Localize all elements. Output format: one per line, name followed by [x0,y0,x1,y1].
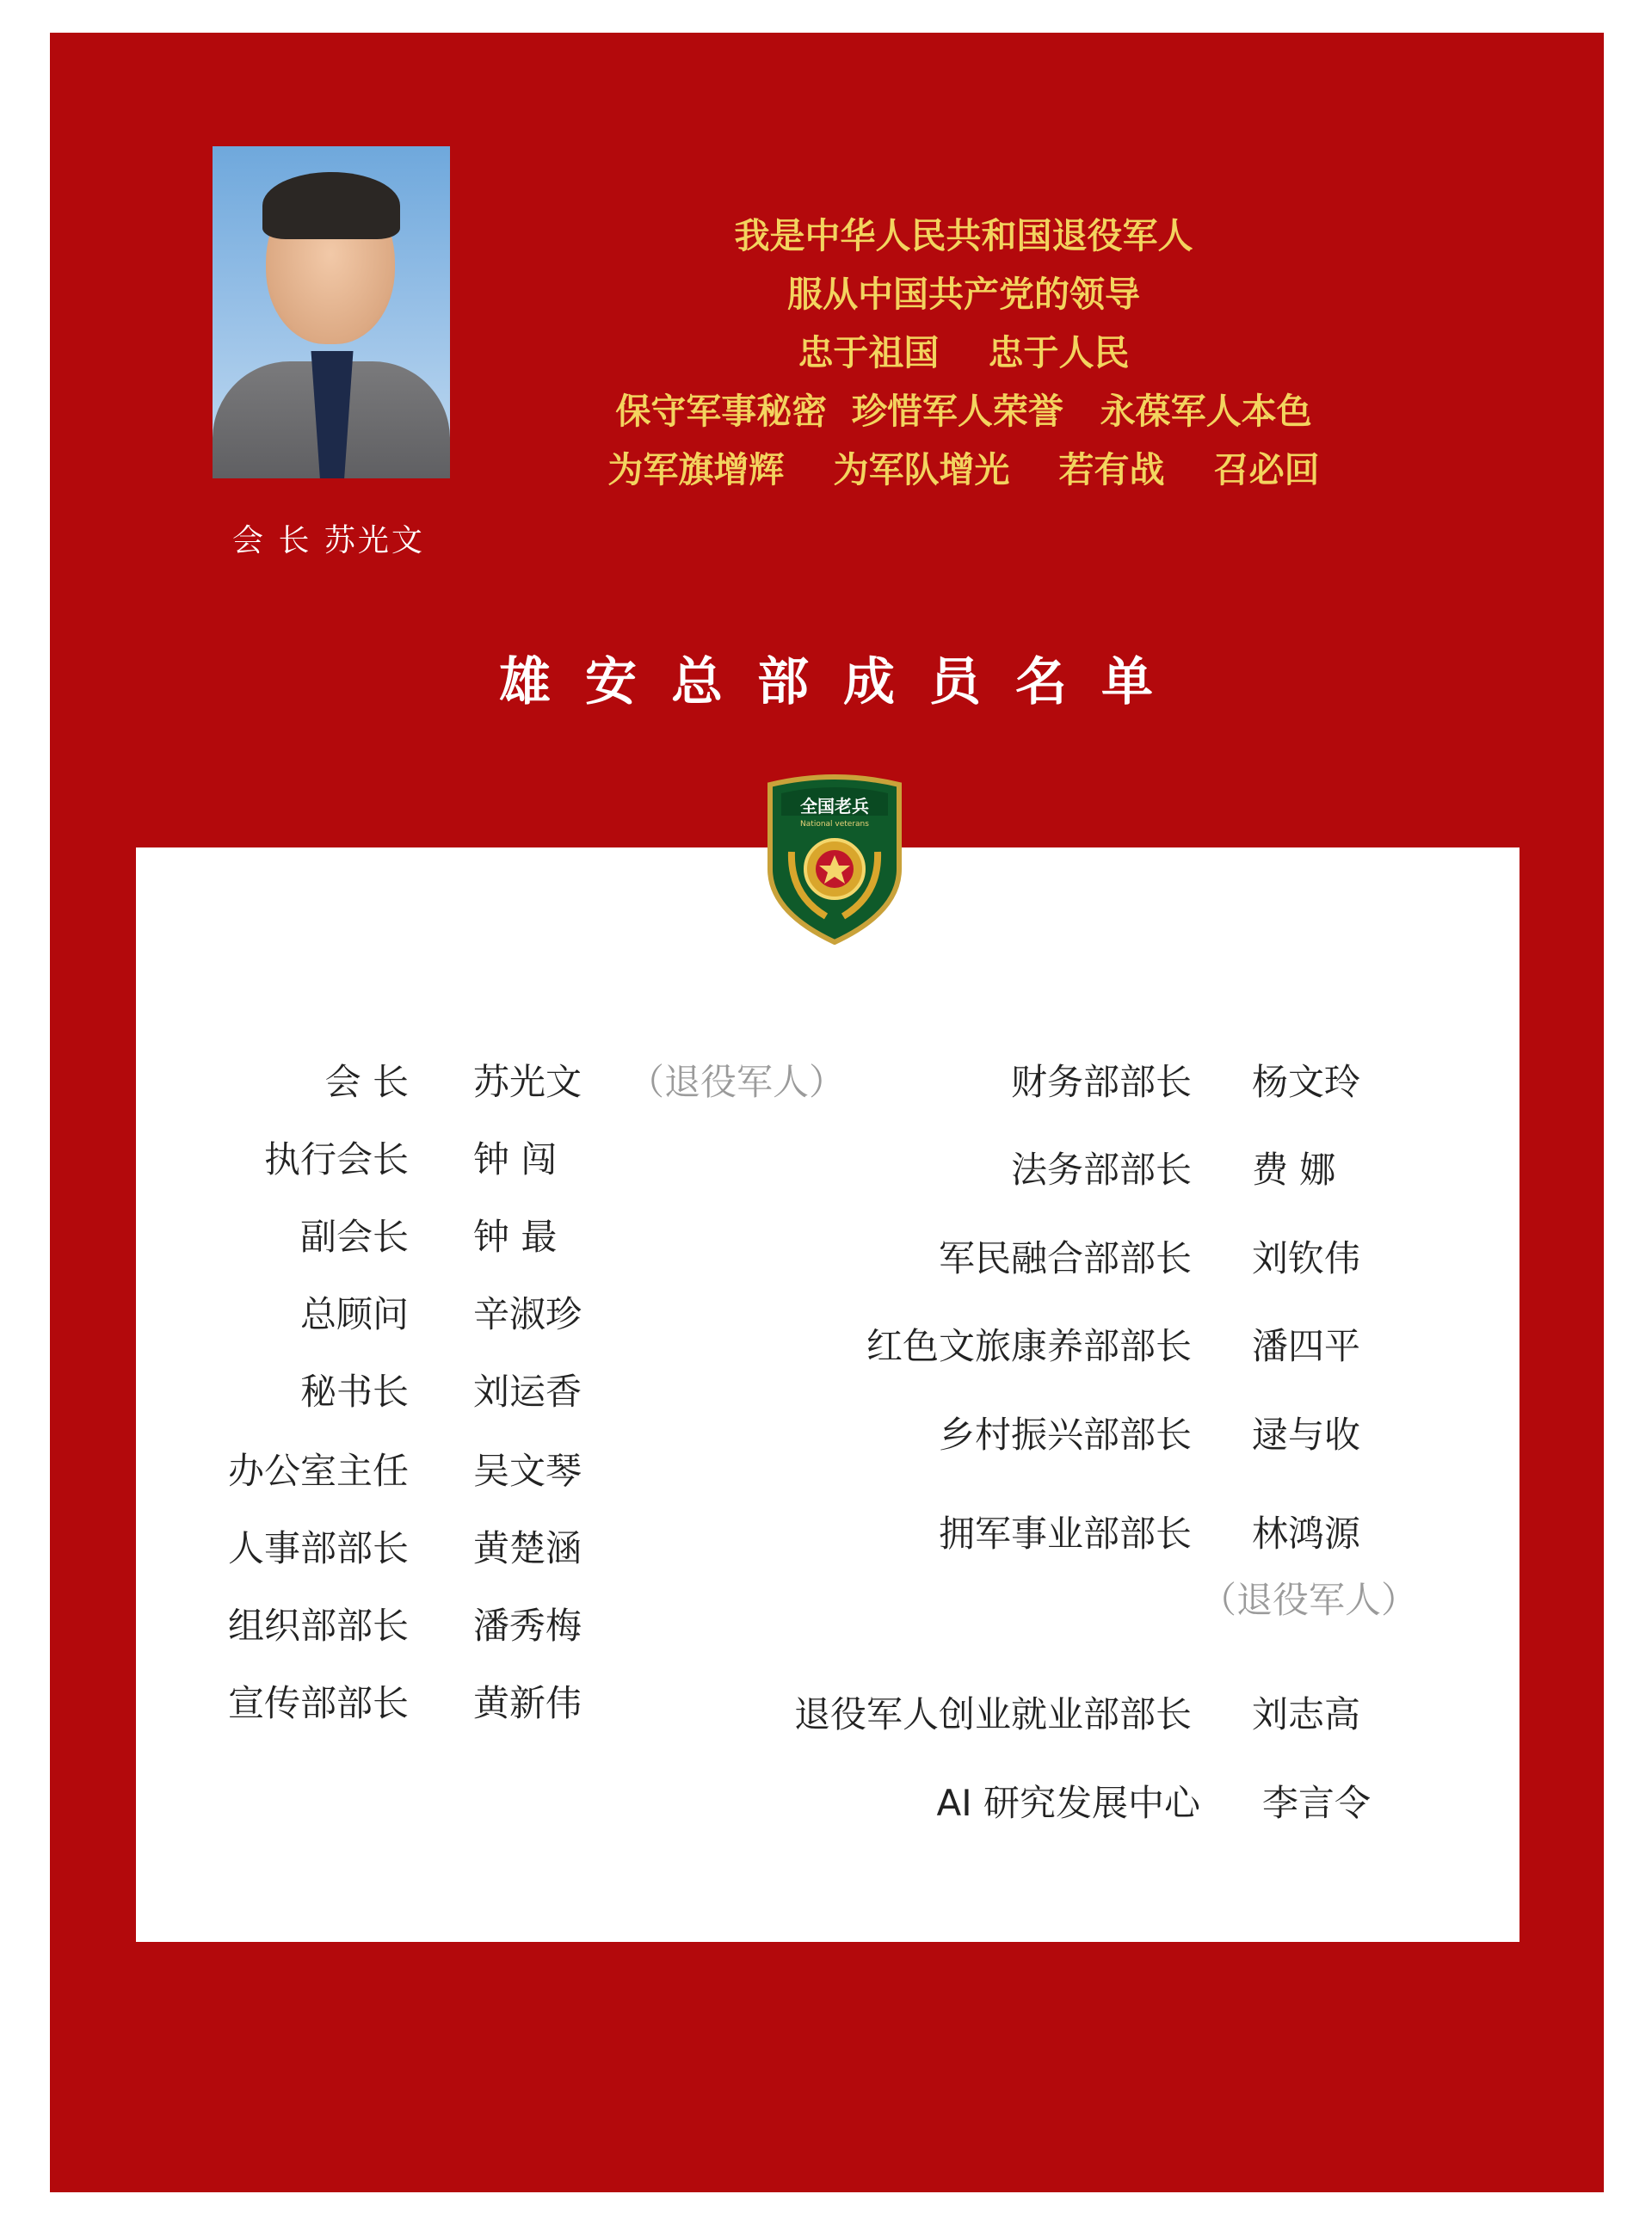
member-name: 杨文玲 [1252,1061,1361,1103]
member-name: 吴文琴 [473,1450,583,1492]
member-name: 黄楚涵 [473,1527,583,1569]
member-name: 潘四平 [1252,1325,1361,1367]
member-role: 财务部部长 [1010,1061,1192,1103]
member-role: 人事部部长 [227,1527,409,1569]
member-role: 法务部部长 [1010,1149,1192,1191]
member-role: 宣传部部长 [227,1682,409,1724]
oath-line: 服从中国共产党的领导 [787,274,1140,315]
member-role: 副会长 [299,1216,409,1258]
oath-line: 我是中华人民共和国退役军人 [734,215,1193,256]
member-name: 林鸿源 [1252,1513,1361,1555]
member-name: 苏光文 [473,1061,583,1103]
oath-line: 为军旗增辉 为军队增光 若有战 召必回 [607,449,1320,490]
member-name: 黄新伟 [473,1682,583,1724]
member-role: 办公室主任 [227,1450,409,1492]
veteran-oath [533,206,1394,499]
member-role: 秘书长 [299,1371,409,1413]
member-name: 李言令 [1262,1782,1372,1824]
member-name: 刘钦伟 [1252,1237,1361,1279]
member-role: 组织部部长 [227,1605,409,1647]
member-role: 执行会长 [263,1138,409,1180]
portrait-caption: 会 长 苏光文 [232,523,425,558]
member-role: 总顾问 [299,1293,409,1335]
member-role: 会 长 [324,1061,409,1103]
veterans-badge-icon [757,774,912,945]
page-title: 雄安总部成员名单 [499,652,1187,712]
badge-subtext: National veterans [800,820,869,829]
member-name: 辛淑珍 [473,1293,583,1335]
member-name: 钟 闯 [473,1138,558,1180]
member-name: 钟 最 [473,1216,558,1258]
member-name: 刘运香 [473,1371,583,1413]
member-name: 潘秀梅 [473,1605,583,1647]
member-role: 乡村振兴部部长 [938,1414,1192,1456]
member-note: （退役军人） [1200,1579,1418,1621]
oath-line: 保守军事秘密 珍惜军人荣誉 永葆军人本色 [615,391,1312,432]
member-name: 刘志高 [1252,1693,1361,1735]
member-note: （退役军人） [628,1061,846,1103]
member-role: 退役军人创业就业部部长 [793,1693,1192,1735]
member-role: 拥军事业部部长 [938,1513,1192,1555]
member-role: AI 研究发展中心 [936,1782,1200,1824]
member-role: 军民融合部部长 [938,1237,1192,1279]
leader-portrait [213,146,450,478]
member-role: 红色文旅康养部部长 [866,1325,1192,1367]
oath-line: 忠于祖国 忠于人民 [798,332,1130,373]
portrait-hair [262,172,400,239]
member-name: 逯与收 [1252,1414,1361,1456]
member-name: 费 娜 [1252,1149,1336,1191]
badge-text: 全国老兵 [800,796,869,817]
